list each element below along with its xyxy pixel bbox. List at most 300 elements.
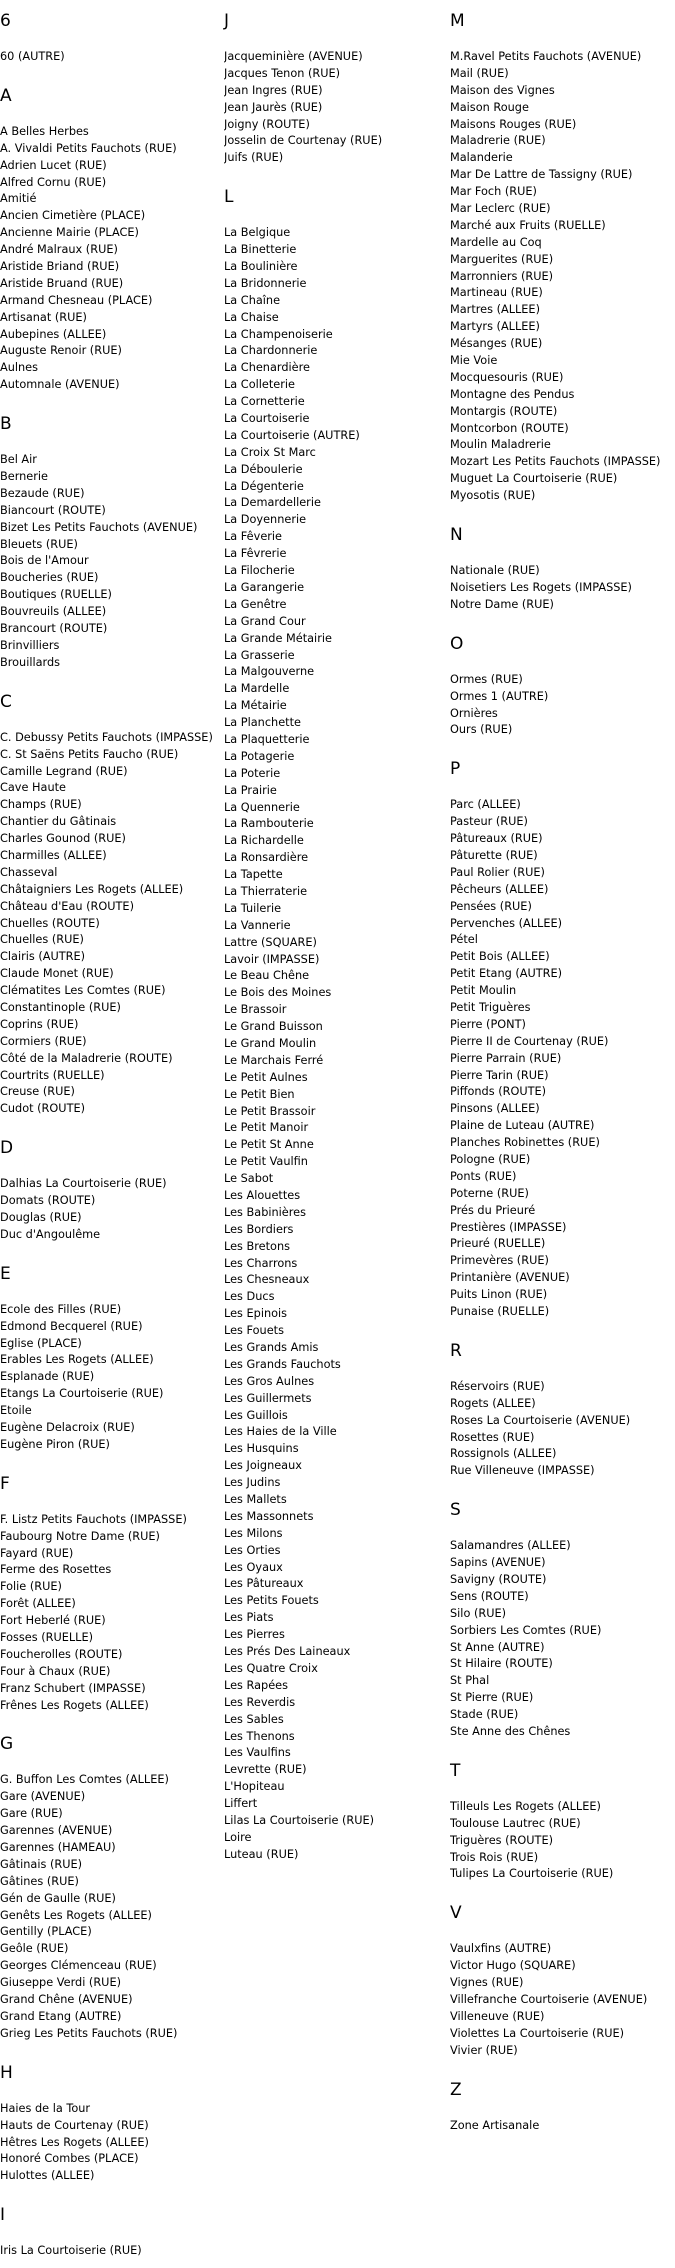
street-name: Violettes La Courtoiserie (RUE) — [450, 2026, 625, 2040]
street-name: Salamandres (ALLEE) — [450, 1539, 571, 1553]
street-name: Charmilles (ALLEE) — [0, 848, 107, 862]
letter-section — [224, 175, 448, 1871]
street-name: Rue Villeneuve (IMPASSE) — [450, 1464, 595, 1478]
street-name: André Malraux (RUE) — [0, 243, 118, 257]
street-name: Les Grands Amis — [224, 1341, 319, 1355]
street-name: Joigny (ROUTE) — [224, 117, 310, 131]
street-name: Trois Rois (RUE) — [450, 1850, 539, 1864]
street-name: Pêcheurs (ALLEE) — [450, 882, 549, 896]
street-name: Aristide Bruand (RUE) — [0, 276, 124, 290]
street-name: Chasseval — [0, 865, 58, 879]
street-name: Frênes Les Rogets (ALLEE) — [0, 1698, 149, 1712]
street-name: La Boulinière — [224, 260, 298, 274]
street-name: Chantier du Gâtinais — [0, 815, 117, 829]
letter-section — [450, 1749, 675, 1891]
street-name: Les Judins — [224, 1476, 281, 1490]
street-name: Le Petit Manoir — [224, 1121, 309, 1135]
street-name: Hauts de Courtenay (RUE) — [0, 2118, 149, 2132]
street-name: Eugène Delacroix (RUE) — [0, 1421, 135, 1434]
street-name: Punaise (RUELLE) — [450, 1305, 550, 1318]
street-name: Juifs (RUE) — [224, 151, 284, 165]
street-name: Roses La Courtoiserie (AVENUE) — [450, 1413, 631, 1427]
street-name: Ferme des Rosettes — [0, 1563, 112, 1577]
street-name: Eugène Piron (RUE) — [0, 1437, 110, 1451]
street-name: Les Ducs — [224, 1290, 275, 1304]
letter-section — [0, 680, 220, 1126]
street-name: Les Pierres — [224, 1628, 285, 1642]
street-name: Courtrits (RUELLE) — [0, 1068, 105, 1082]
street-list — [0, 452, 220, 680]
street-name: Clairis (AUTRE) — [0, 950, 86, 964]
street-name: Petit Triguères — [450, 1000, 531, 1014]
street-list — [450, 2118, 675, 2143]
street-name: Villeneuve (RUE) — [450, 2009, 545, 2023]
street-name: Rogets (ALLEE) — [450, 1396, 536, 1410]
letter-section — [0, 2051, 220, 2193]
street-list — [0, 1302, 220, 1462]
street-list — [0, 1176, 220, 1252]
street-name: L'Hopiteau — [224, 1780, 285, 1794]
street-name: Creuse (RUE) — [0, 1085, 75, 1099]
street-name: Grand Chêne (AVENUE) — [0, 1993, 133, 2007]
street-name: Tilleuls Les Rogets (ALLEE) — [450, 1799, 601, 1813]
street-name: Loire — [224, 1830, 252, 1844]
street-name: Gâtinais (RUE) — [0, 1857, 83, 1871]
street-name: La Rambouterie — [224, 817, 314, 831]
street-list — [450, 1799, 675, 1891]
street-name: La Thierraterie — [224, 884, 308, 898]
street-name: Stade (RUE) — [450, 1708, 519, 1722]
street-name: Pinsons (ALLEE) — [450, 1102, 540, 1116]
street-name: Maladrerie (RUE) — [450, 134, 546, 148]
street-name: Mar Leclerc (RUE) — [450, 202, 551, 216]
street-name: Le Petit Bien — [224, 1087, 295, 1101]
street-name: Pierre Tarin (RUE) — [450, 1068, 549, 1082]
street-name: Les Quatre Croix — [224, 1661, 318, 1675]
street-name: Mie Voie — [450, 354, 498, 368]
street-name: St Pierre (RUE) — [450, 1691, 534, 1705]
street-name: Les Vaulfins — [224, 1746, 291, 1760]
street-name: Les Joigneaux — [224, 1459, 302, 1473]
column-1 — [0, 0, 220, 2268]
street-name: La Colleterie — [224, 378, 295, 392]
street-name: Claude Monet (RUE) — [0, 967, 114, 981]
street-name: Les Sables — [224, 1712, 284, 1726]
street-name: Les Mallets — [224, 1493, 287, 1507]
street-name: Grieg Les Petits Fauchots (RUE) — [0, 2026, 178, 2040]
street-name: Bernerie — [0, 470, 48, 484]
street-name: Brouillards — [0, 655, 61, 669]
street-name: Armand Chesneau (PLACE) — [0, 293, 153, 307]
street-list — [0, 1512, 220, 1723]
section-letter-heading: G — [0, 1734, 14, 1755]
street-name: Les Prés Des Laineaux — [224, 1645, 351, 1659]
street-name: Edmond Becquerel (RUE) — [0, 1319, 143, 1333]
street-name: Le Bois des Moines — [224, 986, 332, 1000]
street-name: Hulottes (ALLEE) — [0, 2169, 95, 2183]
street-name: Cudot (ROUTE) — [0, 1102, 86, 1116]
street-name: La Bridonnerie — [224, 276, 307, 290]
street-name: Aubepines (ALLEE) — [0, 327, 107, 341]
section-letter-heading: T — [450, 1760, 461, 1781]
street-name: Camille Legrand (RUE) — [0, 764, 128, 778]
section-letter-heading: O — [450, 633, 464, 654]
street-name: Villefranche Courtoiserie (AVENUE) — [450, 1993, 648, 2007]
street-name: Marché aux Fruits (RUELLE) — [450, 218, 606, 232]
street-name: Four à Chaux (RUE) — [0, 1664, 111, 1678]
letter-section — [0, 0, 220, 74]
street-name: Etoile — [0, 1404, 32, 1418]
section-letter-heading: R — [450, 1340, 462, 1361]
street-name: Aristide Briand (RUE) — [0, 260, 120, 274]
section-letter-heading: B — [0, 414, 12, 435]
street-name: Erables Les Rogets (ALLEE) — [0, 1353, 154, 1367]
street-name: Petit Etang (AUTRE) — [450, 967, 563, 981]
letter-section — [224, 0, 448, 175]
section-letter-heading: M — [450, 11, 465, 31]
street-name: Forêt (ALLEE) — [0, 1597, 76, 1611]
street-name: Jacqueminière (AVENUE) — [224, 50, 363, 63]
street-name: Vaulxfins (AUTRE) — [450, 1942, 552, 1956]
street-name: Geôle (RUE) — [0, 1942, 69, 1956]
street-name: Sens (ROUTE) — [450, 1589, 529, 1603]
street-name: Ours (RUE) — [450, 723, 513, 737]
letter-section — [0, 1252, 220, 1462]
street-name: Les Thenons — [224, 1729, 295, 1743]
street-name: Boutiques (RUELLE) — [0, 588, 112, 602]
section-letter-heading: 6 — [0, 11, 11, 31]
street-name: La Grasserie — [224, 648, 295, 662]
street-name: Les Piats — [224, 1611, 274, 1625]
street-name: Brancourt (ROUTE) — [0, 622, 108, 636]
street-name: Marguerites (RUE) — [450, 252, 554, 266]
street-name: La Tuilerie — [224, 901, 282, 915]
street-name: Iris La Courtoiserie (RUE) — [0, 2244, 142, 2258]
street-name: Douglas (RUE) — [0, 1210, 82, 1224]
street-name: La Poterie — [224, 766, 281, 780]
street-name: Maisons Rouges (RUE) — [450, 117, 577, 131]
street-name: Notre Dame (RUE) — [450, 597, 554, 611]
street-name: St Hilaire (ROUTE) — [450, 1657, 553, 1671]
street-name: Sorbiers Les Comtes (RUE) — [450, 1623, 602, 1637]
street-name: La Genêtre — [224, 597, 287, 611]
street-name: La Malgouverne — [224, 665, 315, 679]
section-letter-heading: S — [450, 1500, 461, 1521]
street-list — [450, 1538, 675, 1749]
section-letter-heading: N — [450, 525, 463, 546]
street-name: Hêtres Les Rogets (ALLEE) — [0, 2135, 149, 2149]
street-name: Ormes 1 (AUTRE) — [450, 689, 549, 703]
street-name: La Quennerie — [224, 800, 300, 814]
street-name: Josselin de Courtenay (RUE) — [224, 134, 383, 148]
street-name: Lattre (SQUARE) — [224, 935, 317, 949]
street-name: Silo (RUE) — [450, 1606, 507, 1620]
street-name: M.Ravel Petits Fauchots (AVENUE) — [450, 50, 642, 63]
street-name: La Métairie — [224, 699, 287, 713]
street-name: La Demardellerie — [224, 496, 321, 510]
street-name: Faubourg Notre Dame (RUE) — [0, 1529, 160, 1543]
street-name: Ormes (RUE) — [450, 672, 523, 686]
column-3 — [450, 0, 675, 2143]
street-name: Bizet Les Petits Fauchots (AVENUE) — [0, 520, 198, 534]
street-name: La Cornetterie — [224, 395, 305, 409]
street-name: Vivier (RUE) — [450, 2043, 518, 2057]
section-letter-heading: A — [0, 85, 12, 106]
street-name: Mocquesouris (RUE) — [450, 370, 564, 384]
section-letter-heading: Z — [450, 2079, 462, 2100]
street-name: Les Haies de la Ville — [224, 1425, 337, 1439]
street-name: Le Beau Chêne — [224, 969, 310, 983]
street-list — [450, 797, 675, 1329]
street-name: Nationale (RUE) — [450, 564, 540, 578]
street-name: La Grand Cour — [224, 614, 306, 628]
street-name: Fosses (RUELLE) — [0, 1631, 94, 1645]
street-name: Les Epinois — [224, 1307, 288, 1321]
street-name: Tulipes La Courtoiserie (RUE) — [450, 1867, 614, 1881]
street-name: Gare (RUE) — [0, 1807, 63, 1821]
street-name: Réservoirs (RUE) — [450, 1379, 545, 1393]
street-name: La Vannerie — [224, 918, 291, 932]
street-name: Artisanat (RUE) — [0, 310, 87, 324]
street-name: Marronniers (RUE) — [450, 269, 554, 283]
street-name: La Tapette — [224, 868, 283, 882]
street-name: Coprins (RUE) — [0, 1017, 79, 1031]
street-name: Pierre II de Courtenay (RUE) — [450, 1034, 609, 1048]
street-name: Garennes (HAMEAU) — [0, 1841, 116, 1855]
street-name: Le Grand Moulin — [224, 1036, 317, 1050]
section-letter-heading: J — [224, 11, 230, 31]
street-name: Paul Rolier (RUE) — [450, 865, 545, 879]
street-name: Giuseppe Verdi (RUE) — [0, 1976, 121, 1990]
letter-section — [0, 402, 220, 680]
street-list — [450, 1379, 675, 1488]
street-name: Mardelle au Coq — [450, 235, 542, 249]
street-name: Ornières — [450, 706, 498, 720]
street-name: La Déboulerie — [224, 462, 303, 476]
street-name: Adrien Lucet (RUE) — [0, 158, 107, 172]
street-name: Pierre Parrain (RUE) — [450, 1051, 562, 1065]
street-name: Sapins (AVENUE) — [450, 1556, 546, 1570]
street-name: Les Bordiers — [224, 1222, 294, 1236]
street-name: Savigny (ROUTE) — [450, 1573, 547, 1587]
street-name: Le Petit St Anne — [224, 1138, 314, 1152]
column-2 — [224, 0, 448, 1872]
street-name: 60 (AUTRE) — [0, 50, 65, 63]
street-name: Pasteur (RUE) — [450, 815, 528, 829]
street-name: Les Reverdis — [224, 1695, 296, 1709]
street-name: Gentilly (PLACE) — [0, 1925, 92, 1939]
street-name: Maison des Vignes — [450, 83, 555, 97]
street-name: A Belles Herbes — [0, 124, 89, 138]
street-name: Mésanges (RUE) — [450, 337, 543, 351]
letter-section — [450, 622, 675, 748]
letter-section — [450, 0, 675, 513]
street-name: Ste Anne des Chênes — [450, 1725, 571, 1739]
street-name: Maison Rouge — [450, 100, 529, 114]
street-name: La Mardelle — [224, 682, 290, 696]
street-name: Ponts (RUE) — [450, 1169, 517, 1183]
street-name: Les Alouettes — [224, 1189, 301, 1202]
street-name: Primevères (RUE) — [450, 1254, 549, 1268]
street-name: Domats (ROUTE) — [0, 1194, 96, 1208]
street-name: Bleuets (RUE) — [0, 537, 78, 551]
street-name: Planches Robinettes (RUE) — [450, 1136, 600, 1150]
street-name: Rosettes (RUE) — [450, 1430, 535, 1444]
street-list — [224, 225, 448, 1871]
street-name: Gâtines (RUE) — [0, 1874, 79, 1888]
street-name: Mar Foch (RUE) — [450, 185, 537, 199]
street-name: Pâtureaux (RUE) — [450, 832, 543, 846]
street-name: Champs (RUE) — [0, 798, 82, 812]
street-name: La Garangerie — [224, 580, 305, 594]
street-name: Le Petit Vaulfin — [224, 1155, 308, 1169]
street-name: Pierre (PONT) — [450, 1017, 526, 1031]
street-name: Constantinople (RUE) — [0, 1000, 121, 1014]
street-name: C. Debussy Petits Fauchots (IMPASSE) — [0, 730, 213, 744]
street-name: Château d'Eau (ROUTE) — [0, 899, 134, 913]
street-name: Bois de l'Amour — [0, 554, 89, 568]
street-name: Martineau (RUE) — [450, 286, 543, 300]
street-name: Prés du Prieuré — [450, 1203, 536, 1217]
street-list — [224, 49, 448, 175]
street-name: Fayard (RUE) — [0, 1546, 74, 1560]
street-name: Les Orties — [224, 1543, 281, 1557]
street-name: Etangs La Courtoiserie (RUE) — [0, 1387, 164, 1401]
street-name: Les Gros Aulnes — [224, 1374, 315, 1388]
section-letter-heading: I — [0, 2205, 6, 2226]
street-name: Franz Schubert (IMPASSE) — [0, 1681, 146, 1695]
section-letter-heading: P — [450, 759, 461, 780]
letter-section — [450, 747, 675, 1329]
street-name: Châtaigniers Les Rogets (ALLEE) — [0, 882, 184, 896]
street-name: Montcorbon (ROUTE) — [450, 421, 569, 435]
section-letter-heading: H — [0, 2062, 13, 2083]
street-name: Les Grands Fauchots — [224, 1357, 341, 1371]
section-letter-heading: D — [0, 1138, 14, 1159]
street-list — [0, 730, 220, 1126]
street-name: Cave Haute — [0, 781, 66, 795]
letter-section — [0, 74, 220, 402]
street-name: Prestières (IMPASSE) — [450, 1220, 567, 1234]
street-name: Pensées (RUE) — [450, 899, 532, 913]
street-name: Les Pâtureaux — [224, 1577, 304, 1591]
street-name: La Plaquetterie — [224, 732, 310, 746]
street-name: La Belgique — [224, 226, 291, 240]
street-name: La Doyennerie — [224, 513, 307, 527]
street-name: Piffonds (ROUTE) — [450, 1085, 547, 1099]
street-name: A. Vivaldi Petits Fauchots (RUE) — [0, 141, 177, 155]
letter-section — [0, 2193, 220, 2268]
street-name: Mozart Les Petits Fauchots (IMPASSE) — [450, 455, 661, 469]
street-name: La Grande Métairie — [224, 631, 332, 645]
street-name: Garennes (AVENUE) — [0, 1824, 113, 1838]
street-name: Gare (AVENUE) — [0, 1790, 86, 1804]
street-name: F. Listz Petits Fauchots (IMPASSE) — [0, 1512, 187, 1526]
street-name: Foucherolles (ROUTE) — [0, 1647, 123, 1661]
street-name: Myosotis (RUE) — [450, 489, 536, 503]
street-name: Prieuré (RUELLE) — [450, 1237, 546, 1251]
street-name: Parc (ALLEE) — [450, 798, 521, 812]
section-letter-heading: L — [224, 187, 234, 208]
street-name: Printanière (AVENUE) — [450, 1271, 570, 1285]
street-name: Petit Bois (ALLEE) — [450, 950, 550, 964]
street-name: La Fêvrerie — [224, 547, 287, 561]
street-name: Pervenches (ALLEE) — [450, 916, 563, 930]
street-name: Le Marchais Ferré — [224, 1053, 324, 1067]
section-letter-heading: F — [0, 1473, 10, 1494]
street-name: Les Guillermets — [224, 1391, 312, 1405]
street-list — [450, 563, 675, 622]
street-name: Montagne des Pendus — [450, 387, 575, 401]
street-name: La Richardelle — [224, 834, 304, 848]
street-list — [450, 672, 675, 748]
street-name: Les Fouets — [224, 1324, 284, 1338]
street-name: Biancourt (ROUTE) — [0, 503, 106, 517]
street-name: Grand Etang (AUTRE) — [0, 2009, 122, 2023]
section-letter-heading: V — [450, 1903, 462, 1924]
street-name: La Dégenterie — [224, 479, 304, 493]
street-name: Lavoir (IMPASSE) — [224, 952, 320, 966]
street-name: Muguet La Courtoiserie (RUE) — [450, 472, 618, 486]
section-letter-heading: C — [0, 691, 12, 712]
street-name: Le Brassoir — [224, 1003, 287, 1017]
street-name: Genêts Les Rogets (ALLEE) — [0, 1908, 152, 1922]
street-name: Les Husquins — [224, 1442, 299, 1456]
street-name: Toulouse Lautrec (RUE) — [450, 1816, 581, 1830]
street-name: La Courtoiserie (AUTRE) — [224, 428, 360, 442]
street-name: Bezaude (RUE) — [0, 486, 85, 500]
street-name: Aulnes — [0, 361, 39, 375]
street-name: Poterne (RUE) — [450, 1186, 529, 1200]
section-letter-heading: E — [0, 1263, 11, 1284]
street-name: Jean Ingres (RUE) — [224, 83, 323, 97]
street-name: Les Bretons — [224, 1239, 291, 1253]
letter-section — [450, 513, 675, 622]
street-name: Bouvreuils (ALLEE) — [0, 605, 107, 619]
street-list — [450, 1941, 675, 2067]
street-name: Malanderie — [450, 151, 513, 165]
street-name: La Chardonnerie — [224, 344, 318, 358]
street-name: Les Rapées — [224, 1678, 289, 1692]
street-list — [0, 2101, 220, 2193]
street-name: Les Milons — [224, 1526, 283, 1540]
street-name: Les Petits Fouets — [224, 1594, 319, 1608]
street-name: La Ronsardière — [224, 851, 309, 865]
street-name: Le Grand Buisson — [224, 1020, 323, 1034]
street-name: St Anne (AUTRE) — [450, 1640, 545, 1654]
street-name: Esplanade (RUE) — [0, 1370, 95, 1384]
letter-section — [450, 1329, 675, 1488]
street-name: Chuelles (RUE) — [0, 933, 84, 947]
street-name: Boucheries (RUE) — [0, 571, 99, 585]
street-name: La Chenardière — [224, 361, 310, 375]
street-name: Cormiers (RUE) — [0, 1034, 87, 1048]
street-name: Zone Artisanale — [450, 2118, 540, 2132]
street-name: La Fêverie — [224, 530, 283, 544]
street-name: Plaine de Luteau (AUTRE) — [450, 1119, 595, 1133]
street-name: La Prairie — [224, 783, 277, 797]
street-name: Pologne (RUE) — [450, 1152, 531, 1166]
street-name: La Binetterie — [224, 243, 297, 257]
street-name: Ancien Cimetière (PLACE) — [0, 209, 146, 223]
street-name: Lilas La Courtoiserie (RUE) — [224, 1813, 375, 1827]
street-name: Duc d'Angoulême — [0, 1227, 101, 1241]
street-name: Pâturette (RUE) — [450, 848, 538, 862]
street-name: Vignes (RUE) — [450, 1976, 524, 1990]
street-name: Fort Heberlé (RUE) — [0, 1614, 106, 1628]
street-name: C. St Saëns Petits Faucho (RUE) — [0, 747, 179, 761]
letter-section — [0, 1462, 220, 1723]
